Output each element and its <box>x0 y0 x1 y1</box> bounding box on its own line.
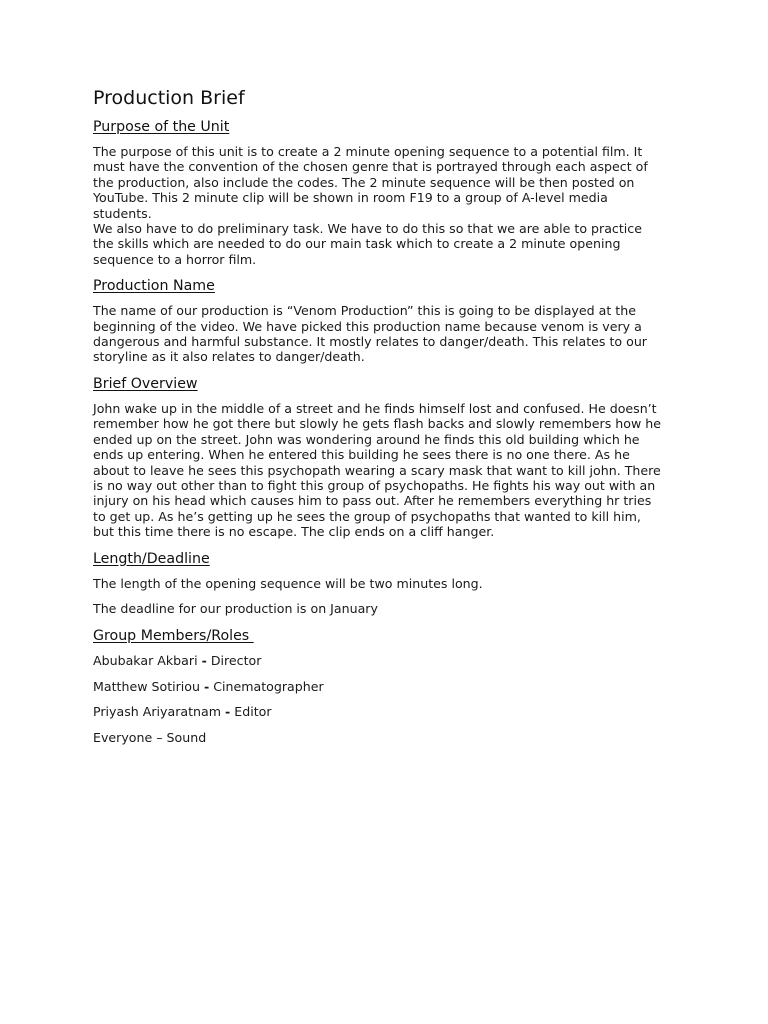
member-role: Sound <box>162 729 207 745</box>
member-line <box>93 679 683 694</box>
member-line <box>93 704 683 719</box>
document-page <box>93 86 683 755</box>
heading-length-deadline: Length/Deadline <box>93 550 210 567</box>
paragraph-purpose: The purpose of this unit is to create a 2 minute opening sequence to a potential film. It must have the convention of the chosen genre that is portrayed through each aspect of the production, also include the codes. The 2 minute sequence will be then posted on YouTube. This 2 minute clip will be shown in room F19 to a group of A-level media students. We also have to do preliminary task. We have to do this so that we are able to practice the skills which are needed to do our main task which to create a 2 minute opening sequence to a horror film. <box>93 144 648 267</box>
deadline-line: The deadline for our production is on January <box>93 600 378 616</box>
member-role: Cinematographer <box>209 678 324 694</box>
length-line: The length of the opening sequence will be two minutes long. <box>93 575 483 591</box>
paragraph-production-name: The name of our production is “Venom Production” this is going to be displayed at the beginning of the video. We have picked this production name because venom is very a dangerous and harmful substance. It mostly relates to danger/death. This relates to our storyline as it also relates to danger/death. <box>93 303 647 365</box>
member-name: Priyash Ariyaratnam <box>93 704 226 720</box>
heading-purpose: Purpose of the Unit <box>93 119 230 135</box>
heading-group-members: Group Members/Roles <box>93 628 254 645</box>
member-role: Editor <box>230 704 272 720</box>
member-separator: - <box>225 704 231 720</box>
member-separator: - <box>204 678 210 694</box>
member-line <box>93 730 683 745</box>
paragraph-brief-overview: John wake up in the middle of a street and he finds himself lost and confused. He doesn’t remember how he got there but slowly he gets flash backs and slowly remembers how he ended up on the street. John was wondering around he finds this old building which he ends up entering. When he entered this building he sees there is no one there. As he about to leave he sees this psychopath wearing a scary mask that want to kill john. There is no way out other than to fight this group of psychopaths. He fights his way out with an injury on his head which causes him to pass out. After he remembers everything hr tries to get up. As he’s getting up he sees the group of psychopaths that wanted to kill him, but this time there is no escape. The clip ends on a cliff hanger. <box>93 400 661 540</box>
member-separator: – <box>156 729 163 745</box>
member-role: Director <box>206 653 262 669</box>
member-name: Everyone <box>93 729 157 745</box>
member-name: Abubakar Akbari <box>93 653 202 669</box>
member-name: Matthew Sotiriou <box>93 678 204 694</box>
heading-brief-overview: Brief Overview <box>93 375 198 392</box>
heading-production-name: Production Name <box>93 278 215 295</box>
document-title: Production Brief <box>93 87 245 109</box>
member-line <box>93 653 683 668</box>
member-separator: - <box>201 653 207 669</box>
